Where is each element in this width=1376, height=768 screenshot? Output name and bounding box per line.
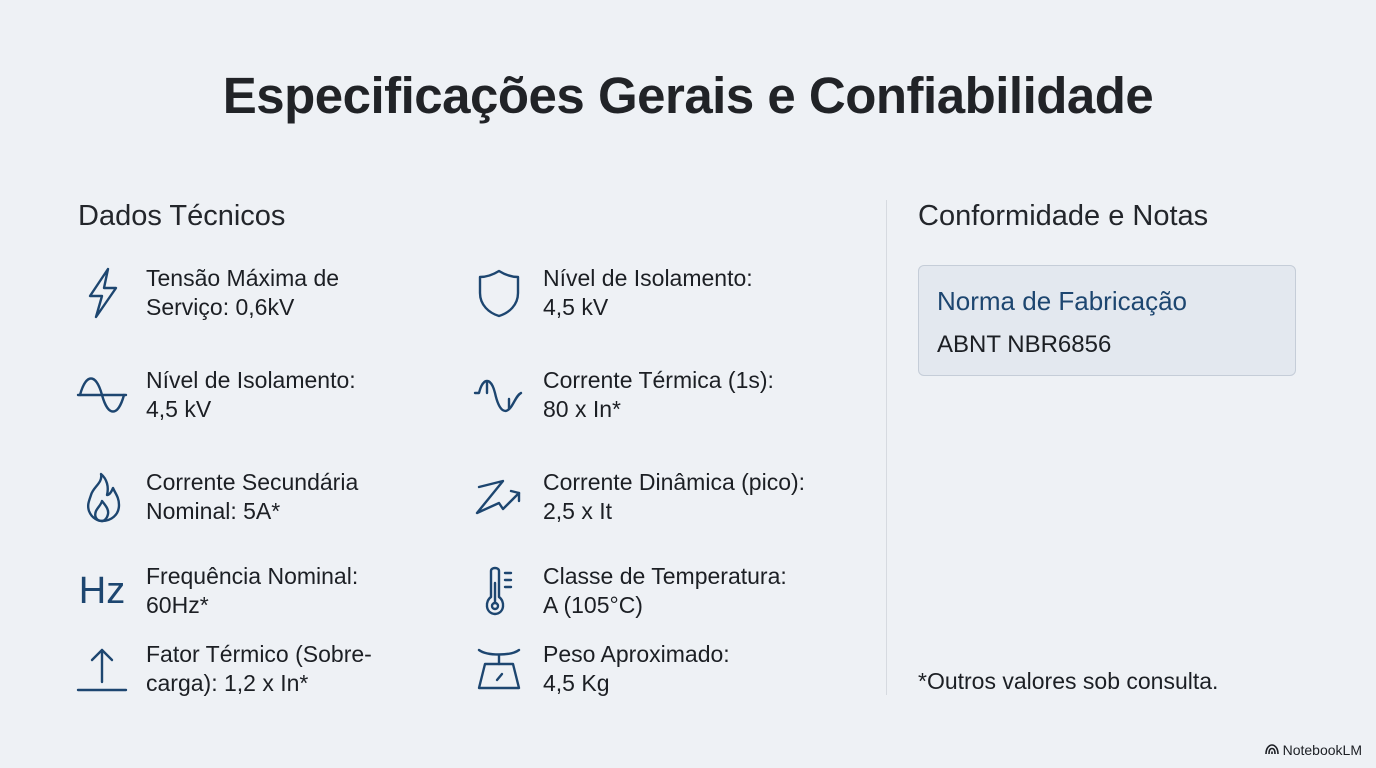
notebooklm-logo-icon	[1265, 742, 1279, 758]
spec-value: 4,5 Kg	[543, 670, 610, 696]
spec-label: Nível de Isolamento:	[146, 367, 356, 393]
spec-value: 4,5 kV	[146, 396, 212, 422]
arrow-up-line-icon	[76, 640, 128, 698]
spec-label: Corrente Térmica (1s):	[543, 367, 774, 393]
sine-wave-icon	[76, 366, 128, 424]
spec-label: Corrente Dinâmica (pico):	[543, 469, 806, 495]
spec-label: Classe de Temperatura:	[543, 563, 787, 589]
spec-item	[76, 562, 358, 620]
spec-item	[76, 366, 356, 424]
spec-item	[76, 640, 372, 698]
scale-icon	[473, 640, 525, 698]
spec-label: Peso Aproximado:	[543, 641, 730, 667]
spec-item	[473, 264, 753, 322]
spec-label: Tensão Máxima de	[146, 265, 340, 291]
brand-label: NotebookLM	[1282, 742, 1362, 758]
spec-item	[473, 468, 805, 526]
section-heading-compliance: Conformidade e Notas	[918, 200, 1209, 232]
thermometer-icon	[473, 562, 525, 620]
column-divider	[886, 200, 887, 695]
spec-label: Frequência Nominal:	[146, 563, 359, 589]
section-heading-technical-data: Dados Técnicos	[78, 200, 286, 232]
standard-card	[918, 265, 1296, 376]
spec-value: Serviço: 0,6kV	[146, 294, 295, 320]
flame-icon	[76, 468, 128, 526]
card-title: Norma de Fabricação	[937, 286, 1187, 316]
brand-watermark	[1265, 742, 1362, 758]
spec-label: Fator Térmico (Sobre-	[146, 641, 372, 667]
spec-value: 80 x In*	[543, 396, 621, 422]
spec-item	[76, 468, 358, 526]
spec-item	[473, 562, 787, 620]
page-title: Especificações Gerais e Confiabilidade	[222, 67, 1154, 124]
spec-item	[473, 640, 730, 698]
shield-icon	[473, 264, 525, 322]
footnote: *Outros valores sob consulta.	[918, 668, 1219, 694]
lightning-icon	[76, 264, 128, 322]
spec-item	[76, 264, 339, 322]
spec-label: Nível de Isolamento:	[543, 265, 753, 291]
spec-label: Corrente Secundária	[146, 469, 359, 495]
pulse-wave-icon	[473, 366, 525, 424]
spec-value: carga): 1,2 x In*	[146, 670, 309, 696]
spec-value: 2,5 x It	[543, 498, 613, 524]
spec-value: Nominal: 5A*	[146, 498, 281, 524]
spec-value: 60Hz*	[146, 592, 209, 618]
card-value: ABNT NBR6856	[937, 331, 1112, 358]
spec-value: A (105°C)	[543, 592, 643, 618]
zigzag-arrow-icon	[473, 468, 525, 526]
hz-icon: Hz	[78, 570, 126, 612]
spec-item	[473, 366, 774, 424]
spec-value: 4,5 kV	[543, 294, 609, 320]
